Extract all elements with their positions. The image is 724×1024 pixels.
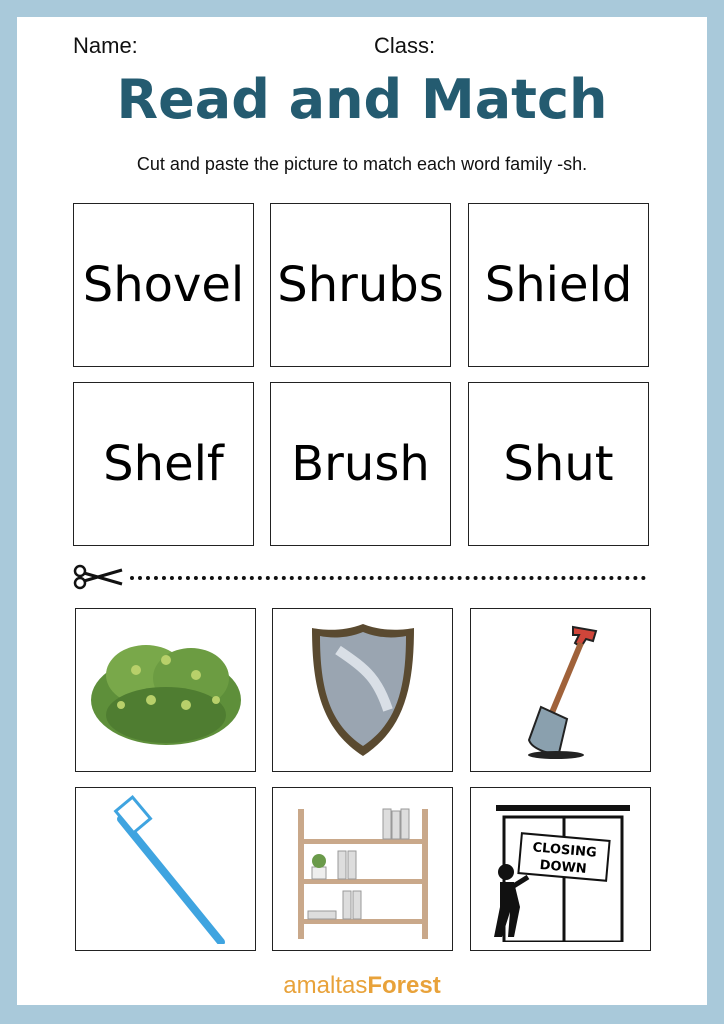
word-text: Brush: [291, 436, 430, 492]
picture-card-toothbrush[interactable]: [75, 787, 256, 951]
picture-card-bookshelf[interactable]: [272, 787, 453, 951]
word-card-shovel: [73, 203, 254, 367]
shovel-icon: [511, 615, 611, 765]
word-card-shut: [468, 382, 649, 546]
word-text: Shield: [484, 257, 633, 313]
page-title: Read and Match: [116, 68, 608, 131]
word-text: Shovel: [82, 257, 245, 313]
word-text: Shut: [503, 436, 614, 492]
picture-card-closing-down[interactable]: [470, 787, 651, 951]
word-card-shield: [468, 203, 649, 367]
word-card-shrubs: [270, 203, 451, 367]
picture-card-shovel[interactable]: [470, 608, 651, 772]
bookshelf-icon: [288, 799, 438, 939]
word-card-shelf: [73, 382, 254, 546]
instructions: Cut and paste the picture to match each word family -sh.: [136, 154, 588, 174]
picture-card-shield[interactable]: [272, 608, 453, 772]
toothbrush-icon: [91, 794, 241, 944]
picture-card-shrub[interactable]: [75, 608, 256, 772]
brand-part2: Forest: [367, 972, 441, 999]
brand-logo: [0, 972, 724, 1000]
cut-line: [130, 576, 646, 580]
shield-icon: [308, 620, 418, 760]
sign-text-closing: CLOSING: [531, 839, 597, 861]
sign-text-down: DOWN: [538, 857, 587, 877]
shrub-icon: [86, 630, 246, 750]
closing-down-sign-icon: [486, 797, 636, 942]
scissors-icon: [72, 564, 126, 590]
name-label: Name:: [73, 33, 138, 58]
brand-part1: amaltas: [283, 972, 368, 999]
class-label: Class:: [374, 33, 436, 58]
word-text: Shelf: [103, 436, 224, 492]
word-card-brush: [270, 382, 451, 546]
word-text: Shrubs: [277, 257, 444, 313]
